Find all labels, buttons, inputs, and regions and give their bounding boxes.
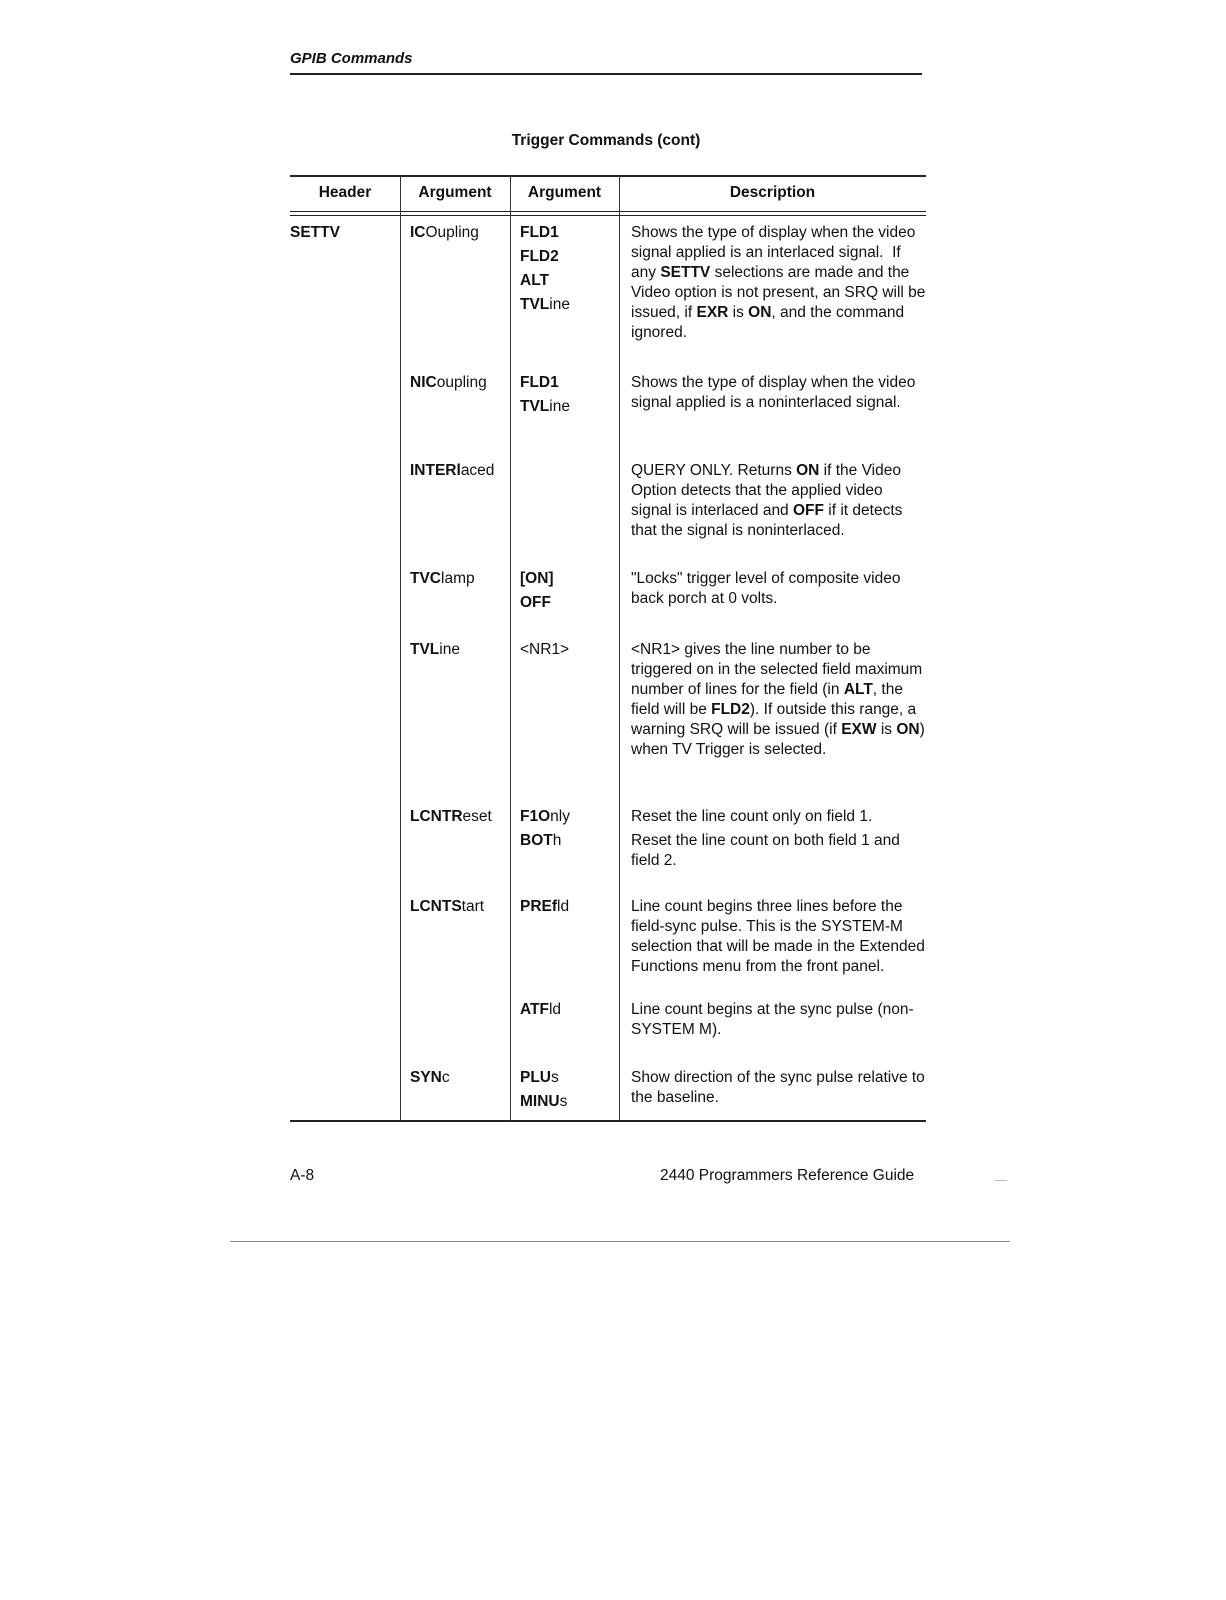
column-header-argument: Argument bbox=[418, 184, 492, 201]
table-bottom-rule bbox=[290, 1120, 926, 1122]
description-text: Shows the type of display when the video signal applied is an interlaced signal. If any SETTV selections are made and the Video option is not present, an SRQ will be issued, if EXR is ON, and the command ignored. bbox=[631, 224, 926, 341]
argument-keyword: LCNTReset bbox=[410, 808, 492, 825]
command-header: SETTV bbox=[290, 224, 340, 241]
scan-edge-line bbox=[230, 1241, 1010, 1242]
argument-value: F1Only bbox=[520, 808, 570, 825]
running-head: GPIB Commands bbox=[290, 50, 413, 67]
running-head-rule bbox=[290, 73, 922, 75]
argument-value: BOTh bbox=[520, 832, 562, 849]
table-top-rule bbox=[290, 175, 926, 177]
description-text: Line count begins at the sync pulse (non-SYSTEM M). bbox=[631, 1001, 914, 1038]
description-text: <NR1> gives the line number to be triggered on in the selected field maximum number of lines for the field (in ALT, the field will be FLD2). If outside this range, a warning SRQ will be issued (if EXW is ON) when TV Trigger is selected. bbox=[631, 641, 925, 758]
description-text: QUERY ONLY. Returns ON if the Video Option detects that the applied video signal is interlaced and OFF if it detects that the signal is noninterlaced. bbox=[631, 462, 903, 539]
argument-value: PREfld bbox=[520, 898, 570, 915]
argument-value: TVLine bbox=[520, 296, 570, 313]
column-header-header: Header bbox=[318, 184, 372, 201]
description-text: Shows the type of display when the video signal applied is a noninterlaced signal. bbox=[631, 374, 916, 411]
column-header-argument-2: Argument bbox=[527, 184, 602, 201]
scan-speck bbox=[995, 1180, 1007, 1181]
argument-keyword: LCNTStart bbox=[410, 898, 485, 915]
argument-keyword: NICoupling bbox=[410, 374, 487, 391]
page-number: A-8 bbox=[290, 1167, 315, 1184]
argument-value: OFF bbox=[520, 594, 551, 611]
argument-value: <NR1> bbox=[520, 641, 570, 658]
argument-value: FLD1 bbox=[520, 374, 559, 391]
description-text: Line count begins three lines before the field-sync pulse. This is the SYSTEM-M selection that will be made in the Extended Functions menu from the front panel. bbox=[631, 898, 925, 975]
argument-value: ATFld bbox=[520, 1001, 562, 1018]
table-header-rule-2 bbox=[290, 215, 926, 216]
argument-keyword: TVLine bbox=[410, 641, 460, 658]
description-text: Reset the line count on both field 1 and field 2. bbox=[631, 832, 900, 869]
argument-keyword: SYNc bbox=[410, 1069, 450, 1086]
column-divider bbox=[400, 175, 401, 1121]
argument-keyword: ICOupling bbox=[410, 224, 479, 241]
description-text: "Locks" trigger level of composite video back porch at 0 volts. bbox=[631, 570, 901, 607]
description-text: Show direction of the sync pulse relative to the baseline. bbox=[631, 1069, 925, 1106]
argument-value: MINUs bbox=[520, 1093, 568, 1110]
argument-value: TVLine bbox=[520, 398, 570, 415]
argument-value: FLD1 bbox=[520, 224, 559, 241]
column-divider bbox=[619, 175, 620, 1121]
column-header-description: Description bbox=[729, 184, 816, 201]
argument-value: FLD2 bbox=[520, 248, 559, 265]
document-title: 2440 Programmers Reference Guide bbox=[660, 1167, 915, 1184]
argument-keyword: TVClamp bbox=[410, 570, 475, 587]
argument-keyword: INTERlaced bbox=[410, 462, 495, 479]
argument-value: PLUs bbox=[520, 1069, 559, 1086]
argument-value: ALT bbox=[520, 272, 549, 289]
column-divider bbox=[510, 175, 511, 1121]
table-title: Trigger Commands (cont) bbox=[511, 132, 701, 149]
description-text: Reset the line count only on field 1. bbox=[631, 808, 873, 825]
table-header-rule bbox=[290, 211, 926, 212]
argument-value: [ON] bbox=[520, 570, 554, 587]
